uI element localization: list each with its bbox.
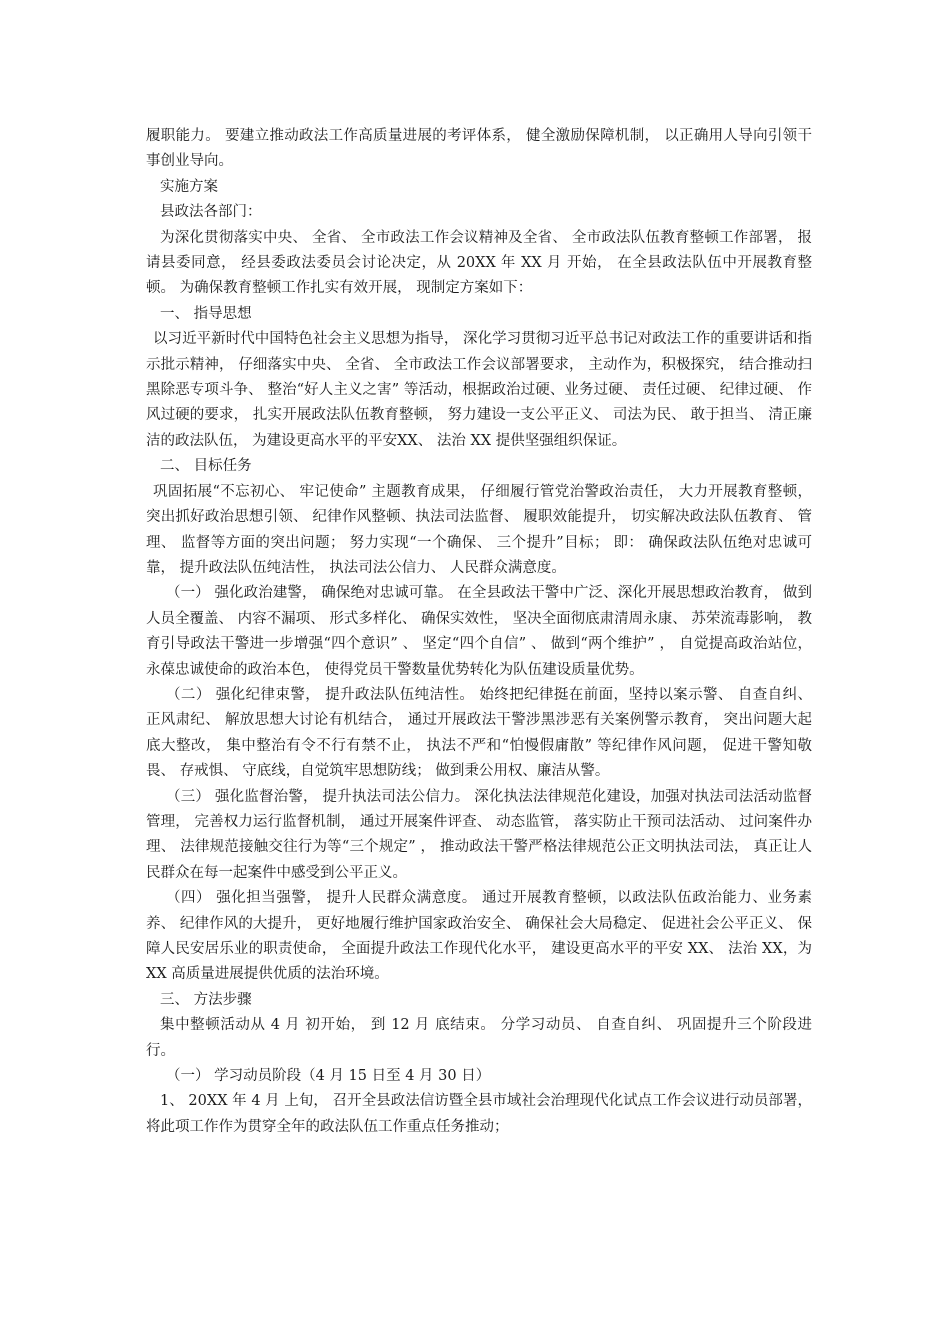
paragraph-item-4: （四） 强化担当强警， 提升人民群众满意度。 通过开展教育整顿，以政法队伍政治能力、业务素养、 纪律作风的大提升， 更好地履行维护国家政治安全、 确保社会大局稳定、 促进社会公平正义、 保障人民安居乐业的职责使命， 全面提升政法工作现代化水平， 建设更高水平的平安 XX、 法治 XX，为 XX 高质量进展提供优质的法治环境。 [146, 890, 812, 983]
salutation: 县政法各部门： [160, 204, 262, 221]
paragraph-step-1: 1、 20XX 年 4 月 上旬， 召开全县政法信访暨全县市域社会治理现代化试点工作会议进行动员部署， 将此项工作作为贯穿全年的政法队伍工作重点任务推动； [146, 1093, 812, 1135]
paragraph-duty-capacity: 履职能力。 要建立推动政法工作高质量进展的考评体系， 健全激励保障机制， 以正确用人导向引领干事创业导向。 [146, 128, 812, 170]
paragraph-guiding-ideology: 以习近平新时代中国特色社会主义思想为指导， 深化学习贯彻习近平总书记对政法工作的重要讲话和指示批示精神， 仔细落实中央、 全省、 全市政法工作会议部署要求， 主动作为，积极探究， 结合推动扫黑除恶专项斗争、 整治“好人主义之害” 等活动，根据政治过硬、业务过硬、 责任过硬、 纪律过硬、 作风过硬的要求， 扎实开展政法队伍教育整顿， 努力建设一支公平正义、 司法为民、 敢于担当、 清正廉洁的政法队伍， 为建设更高水平的平安XX、 法治 XX 提供坚强组织保证。 [146, 331, 812, 449]
document-body [146, 124, 812, 1140]
section-heading-goals: 二、 目标任务 [160, 458, 252, 475]
section-heading-methods: 三、 方法步骤 [160, 991, 252, 1008]
paragraph-item-1: （一） 强化政治建警， 确保绝对忠诚可靠。 在全县政法干警中广泛、深化开展思想政治教育， 做到人员全覆盖、 内容不漏项、 形式多样化、 确保实效性， 坚决全面彻底肃清周永康、 苏荣流毒影响， 教育引导政法干警进一步增强“四个意识” 、 坚定“四个自信” 、 做到“两个维护” ， 自觉提高政治站位， 永葆忠诚使命的政治本色， 使得党员干警数量优势转化为队伍建设质量优势。 [146, 585, 812, 678]
subheading-learning-stage: （一） 学习动员阶段（4 月 15 日至 4 月 30 日） [166, 1068, 491, 1085]
paragraph-intro: 为深化贯彻落实中央、 全省、 全市政法工作会议精神及全省、 全市政法队伍教育整顿工作部署， 报请县委同意， 经县委政法委员会讨论决定，从 20XX 年 XX 月 开始， 在全县政法队伍中开展教育整顿。 为确保教育整顿工作扎实有效开展， 现制定方案如下： [146, 229, 812, 297]
paragraph-goals: 巩固拓展“不忘初心、 牢记使命” 主题教育成果， 仔细履行管党治警政治责任， 大力开展教育整顿， 突出抓好政治思想引领、 纪律作风整顿、执法司法监督、 履职效能提升， 切实解决政法队伍教育、 管理、 监督等方面的突出问题； 努力实现“一个确保、 三个提升”目标； 即： 确保政法队伍绝对忠诚可靠， 提升政法队伍纯洁性， 执法司法公信力、 人民群众满意度。 [146, 483, 812, 576]
paragraph-item-3: （三） 强化监督治警， 提升执法司法公信力。 深化执法法律规范化建设，加强对执法司法活动监督管理， 完善权力运行监督机制， 通过开展案件评查、 动态监管， 落实防止干预司法活动、 过问案件办理、 法律规范接触交往行为等“三个规定” ， 推动政法干警严格法律规范公正文明执法司法， 真正让人民群众在每一起案件中感受到公平正义。 [146, 788, 812, 881]
document-title: 实施方案 [160, 178, 218, 195]
paragraph-methods: 集中整顿活动从 4 月 初开始， 到 12 月 底结束。 分学习动员、 自查自纠、 巩固提升三个阶段进行。 [146, 1017, 812, 1059]
paragraph-item-2: （二） 强化纪律束警， 提升政法队伍纯洁性。 始终把纪律挺在前面，坚持以案示警、 自查自纠、 正风肃纪、 解放思想大讨论有机结合， 通过开展政法干警涉黑涉恶有关案例警示教育， 突出问题大起底大整改， 集中整治有令不行有禁不止， 执法不严和“怕慢假庸散” 等纪律作风问题， 促进干警知敬畏、 存戒惧、 守底线，自觉筑牢思想防线； 做到秉公用权、廉洁从警。 [146, 686, 812, 780]
section-heading-guiding-ideology: 一、 指导思想 [160, 305, 252, 322]
